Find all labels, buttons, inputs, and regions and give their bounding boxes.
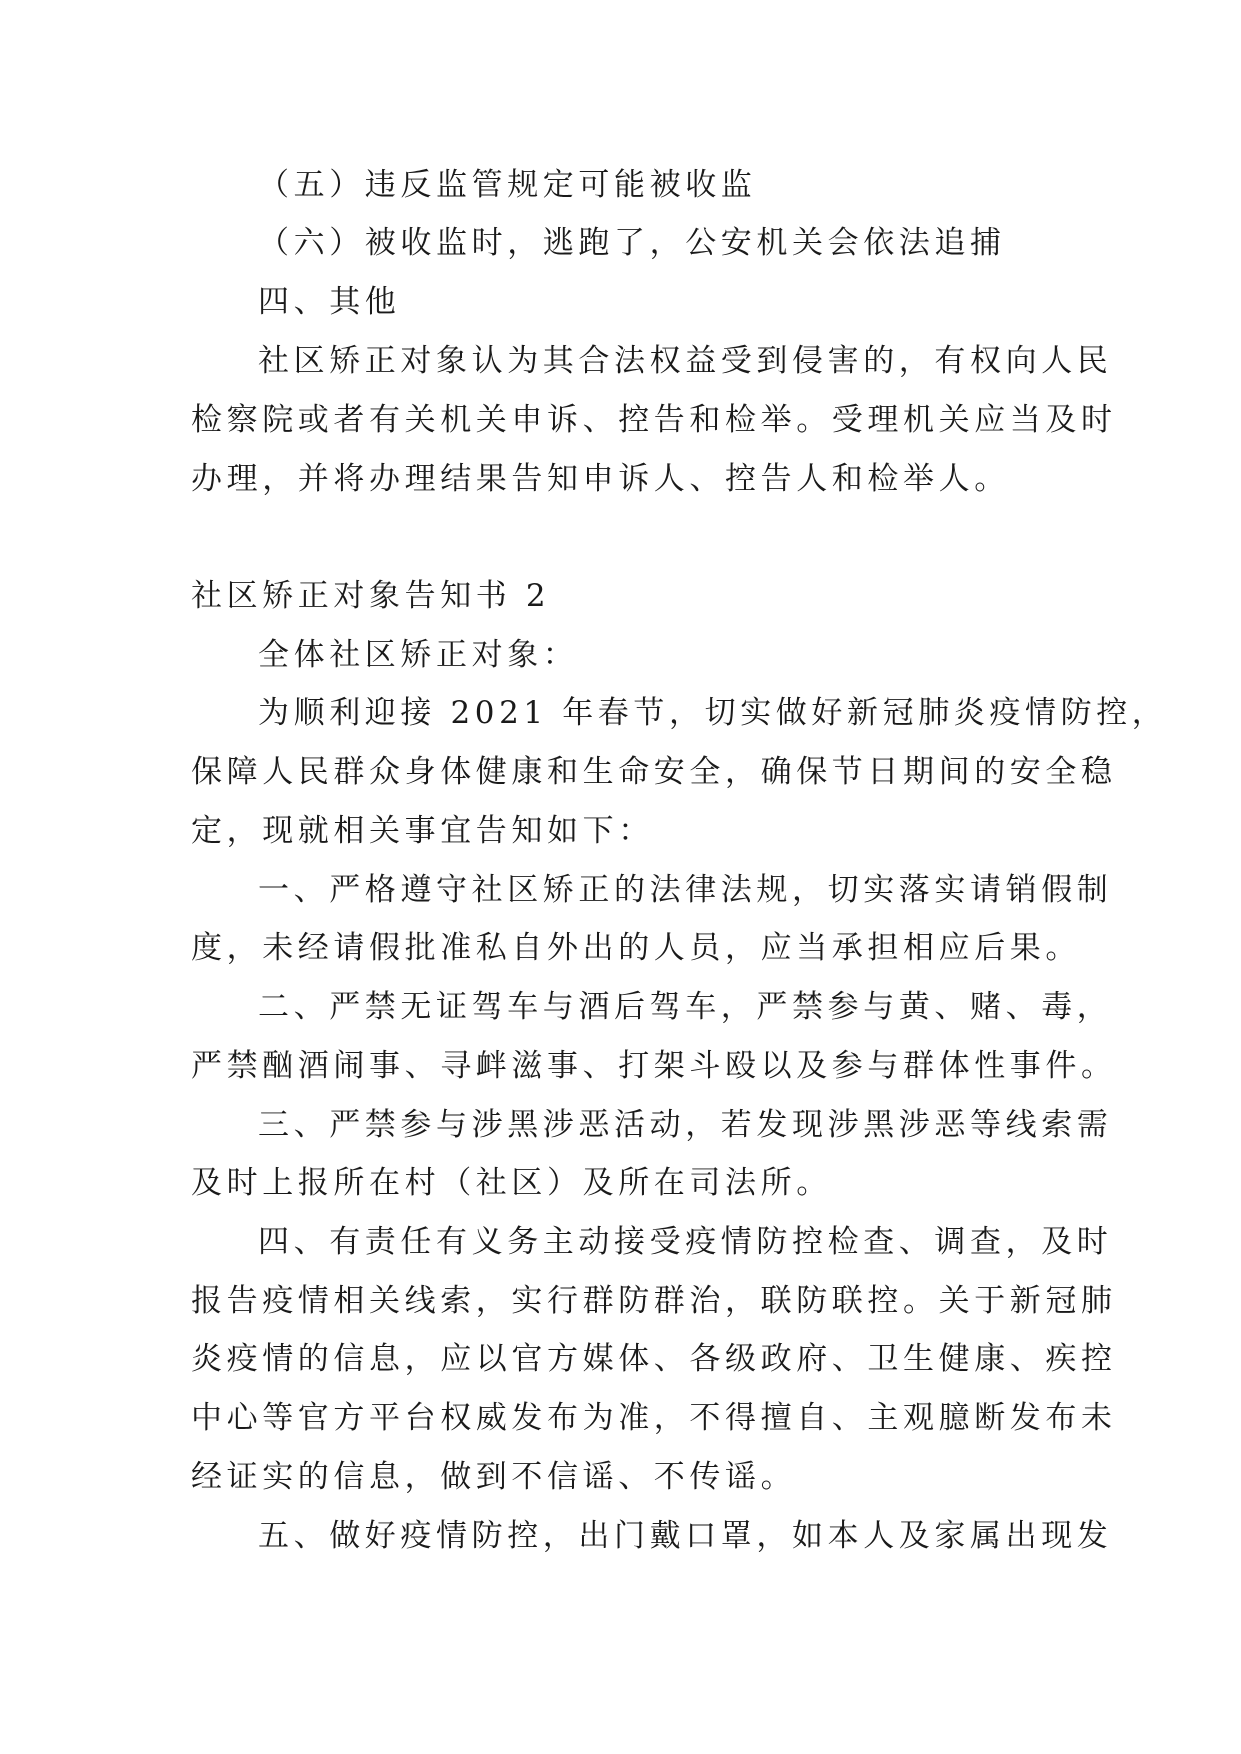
item-two-line: 二、严禁无证驾车与酒后驾车，严禁参与黄、赌、毒， bbox=[258, 989, 1113, 1025]
item-one-line: 度，未经请假批准私自外出的人员，应当承担相应后果。 bbox=[191, 930, 1081, 966]
section-heading-other: 四、其他 bbox=[258, 284, 401, 320]
rights-paragraph-line: 检察院或者有关机关申诉、控告和检举。受理机关应当及时 bbox=[191, 402, 1117, 438]
item-four-line: 中心等官方平台权威发布为准，不得擅自、主观臆断发布未 bbox=[191, 1400, 1117, 1436]
clause-five: （五）违反监管规定可能被收监 bbox=[258, 167, 757, 203]
salutation: 全体社区矫正对象： bbox=[258, 637, 579, 673]
item-four-line: 经证实的信息，做到不信谣、不传谣。 bbox=[191, 1459, 797, 1495]
item-three-line: 及时上报所在村（社区）及所在司法所。 bbox=[191, 1165, 832, 1201]
intro-line: 保障人民群众身体健康和生命安全，确保节日期间的安全稳 bbox=[191, 754, 1117, 790]
item-one-line: 一、严格遵守社区矫正的法律法规，切实落实请销假制 bbox=[258, 872, 1113, 908]
clause-six: （六）被收监时，逃跑了，公安机关会依法追捕 bbox=[258, 225, 1006, 261]
item-three-line: 三、严禁参与涉黑涉恶活动，若发现涉黑涉恶等线索需 bbox=[258, 1107, 1113, 1143]
intro-line: 定，现就相关事宜告知如下： bbox=[191, 813, 654, 849]
intro-line: 为顺利迎接 2021 年春节，切实做好新冠肺炎疫情防控， bbox=[258, 695, 1168, 731]
item-four-line: 四、有责任有义务主动接受疫情防控检查、调查，及时 bbox=[258, 1224, 1113, 1260]
item-two-line: 严禁酗酒闹事、寻衅滋事、打架斗殴以及参与群体性事件。 bbox=[191, 1048, 1117, 1084]
item-four-line: 报告疫情相关线索，实行群防群治，联防联控。关于新冠肺 bbox=[191, 1283, 1117, 1319]
notice-title: 社区矫正对象告知书 2 bbox=[191, 578, 551, 614]
rights-paragraph-line: 办理，并将办理结果告知申诉人、控告人和检举人。 bbox=[191, 461, 1010, 497]
item-five-line: 五、做好疫情防控，出门戴口罩，如本人及家属出现发 bbox=[258, 1518, 1113, 1554]
rights-paragraph-line: 社区矫正对象认为其合法权益受到侵害的，有权向人民 bbox=[258, 343, 1113, 379]
item-four-line: 炎疫情的信息，应以官方媒体、各级政府、卫生健康、疾控 bbox=[191, 1341, 1117, 1377]
